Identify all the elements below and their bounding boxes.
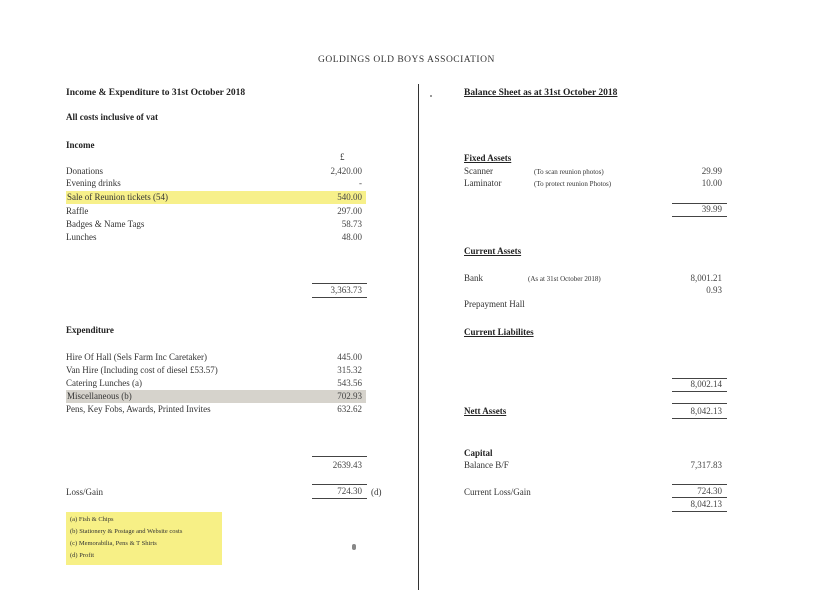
- vat-note: All costs inclusive of vat: [66, 112, 158, 122]
- fixed-item-label: Scanner: [464, 166, 493, 176]
- column-divider: [418, 84, 419, 590]
- current-loss-gain-value: 724.30: [697, 486, 722, 496]
- loss-gain-value: 724.30: [337, 486, 362, 496]
- expenditure-item-value: 315.32: [337, 365, 362, 375]
- expenditure-item-label: Catering Lunches (a): [66, 378, 142, 388]
- footnote: (d) Profit: [70, 552, 95, 559]
- income-expenditure-heading: Income & Expenditure to 31st October 2018: [66, 88, 246, 98]
- scan-mark: [352, 544, 356, 550]
- bank-value: 8,001.21: [690, 273, 722, 283]
- current-loss-gain-line: [672, 484, 727, 485]
- balance-bf-label: Balance B/F: [464, 460, 509, 470]
- footnote: (b) Stationery & Postage and Website costs: [70, 528, 183, 535]
- expenditure-item-label: Hire Of Hall (Sels Farm Inc Caretaker): [66, 352, 207, 362]
- cash-value: 0.93: [706, 285, 722, 295]
- income-item-label: Lunches: [66, 232, 97, 242]
- income-item-value: 540.00: [337, 192, 362, 202]
- fixed-item-note: (To scan reunion photos): [534, 168, 604, 176]
- expenditure-item-value: 543.56: [337, 378, 362, 388]
- income-item-label: Evening drinks: [66, 178, 121, 188]
- income-item-value: -: [359, 178, 362, 188]
- capital-heading: Capital: [464, 448, 493, 458]
- balance-bf-value: 7,317.83: [690, 460, 722, 470]
- capital-total: 8,042.13: [690, 499, 722, 509]
- current-liabilities-heading: Current Liabilites: [464, 327, 534, 337]
- fixed-item-label: Laminator: [464, 178, 502, 188]
- expenditure-item-label: Van Hire (Including cost of diesel £53.57): [66, 365, 218, 375]
- expenditure-item-value: 702.93: [337, 391, 362, 401]
- prepayment-label: Prepayment Hall: [464, 299, 525, 309]
- net-assets-label: Nett Assets: [464, 406, 507, 416]
- income-item-label: Badges & Name Tags: [66, 219, 145, 229]
- loss-gain-ref: (d): [371, 487, 382, 497]
- income-item-value: 58.73: [341, 219, 362, 229]
- income-item-value: 297.00: [337, 206, 362, 216]
- expenditure-item-value: 632.62: [337, 404, 362, 414]
- balance-sheet-heading: Balance Sheet as at 31st October 2018: [464, 88, 618, 98]
- fixed-item-value: 10.00: [701, 178, 722, 188]
- income-item-label: Raffle: [66, 206, 89, 216]
- expenditure-item-label: Miscellaneous (b): [67, 391, 132, 401]
- income-heading: Income: [66, 140, 95, 150]
- net-assets-value: 8,042.13: [690, 406, 722, 416]
- footnotes-box: [66, 512, 222, 565]
- current-loss-gain-label: Current Loss/Gain: [464, 487, 531, 497]
- expenditure-item-label: Pens, Key Fobs, Awards, Printed Invites: [66, 404, 211, 414]
- expenditure-total-line: [312, 456, 367, 457]
- document-title: GOLDINGS OLD BOYS ASSOCIATION: [318, 55, 495, 65]
- fixed-item-note: (To protect reunion Photos): [534, 180, 612, 188]
- current-total: 8,002.14: [690, 379, 722, 389]
- fixed-total: 39.99: [701, 204, 722, 214]
- loss-gain-label: Loss/Gain: [66, 487, 103, 497]
- footnote: (a) Fish & Chips: [70, 516, 114, 523]
- fixed-assets-heading: Fixed Assets: [464, 153, 512, 163]
- bank-label: Bank: [464, 273, 483, 283]
- income-item-label: Sale of Reunion tickets (54): [67, 192, 168, 202]
- currency-symbol: £: [340, 152, 345, 162]
- scan-mark: [430, 95, 432, 97]
- income-item-value: 2,420.00: [330, 166, 362, 176]
- bank-note: (As at 31st October 2018): [528, 275, 601, 283]
- expenditure-item-value: 445.00: [337, 352, 362, 362]
- expenditure-heading: Expenditure: [66, 325, 114, 335]
- current-assets-heading: Current Assets: [464, 246, 522, 256]
- income-item-label: Donations: [66, 166, 103, 176]
- fixed-item-value: 29.99: [701, 166, 722, 176]
- expenditure-total: 2639.43: [332, 460, 362, 470]
- income-item-value: 48.00: [341, 232, 362, 242]
- income-total: 3,363.73: [330, 285, 362, 295]
- footnote: (c) Memorabilia, Pens & T Shirts: [70, 540, 157, 547]
